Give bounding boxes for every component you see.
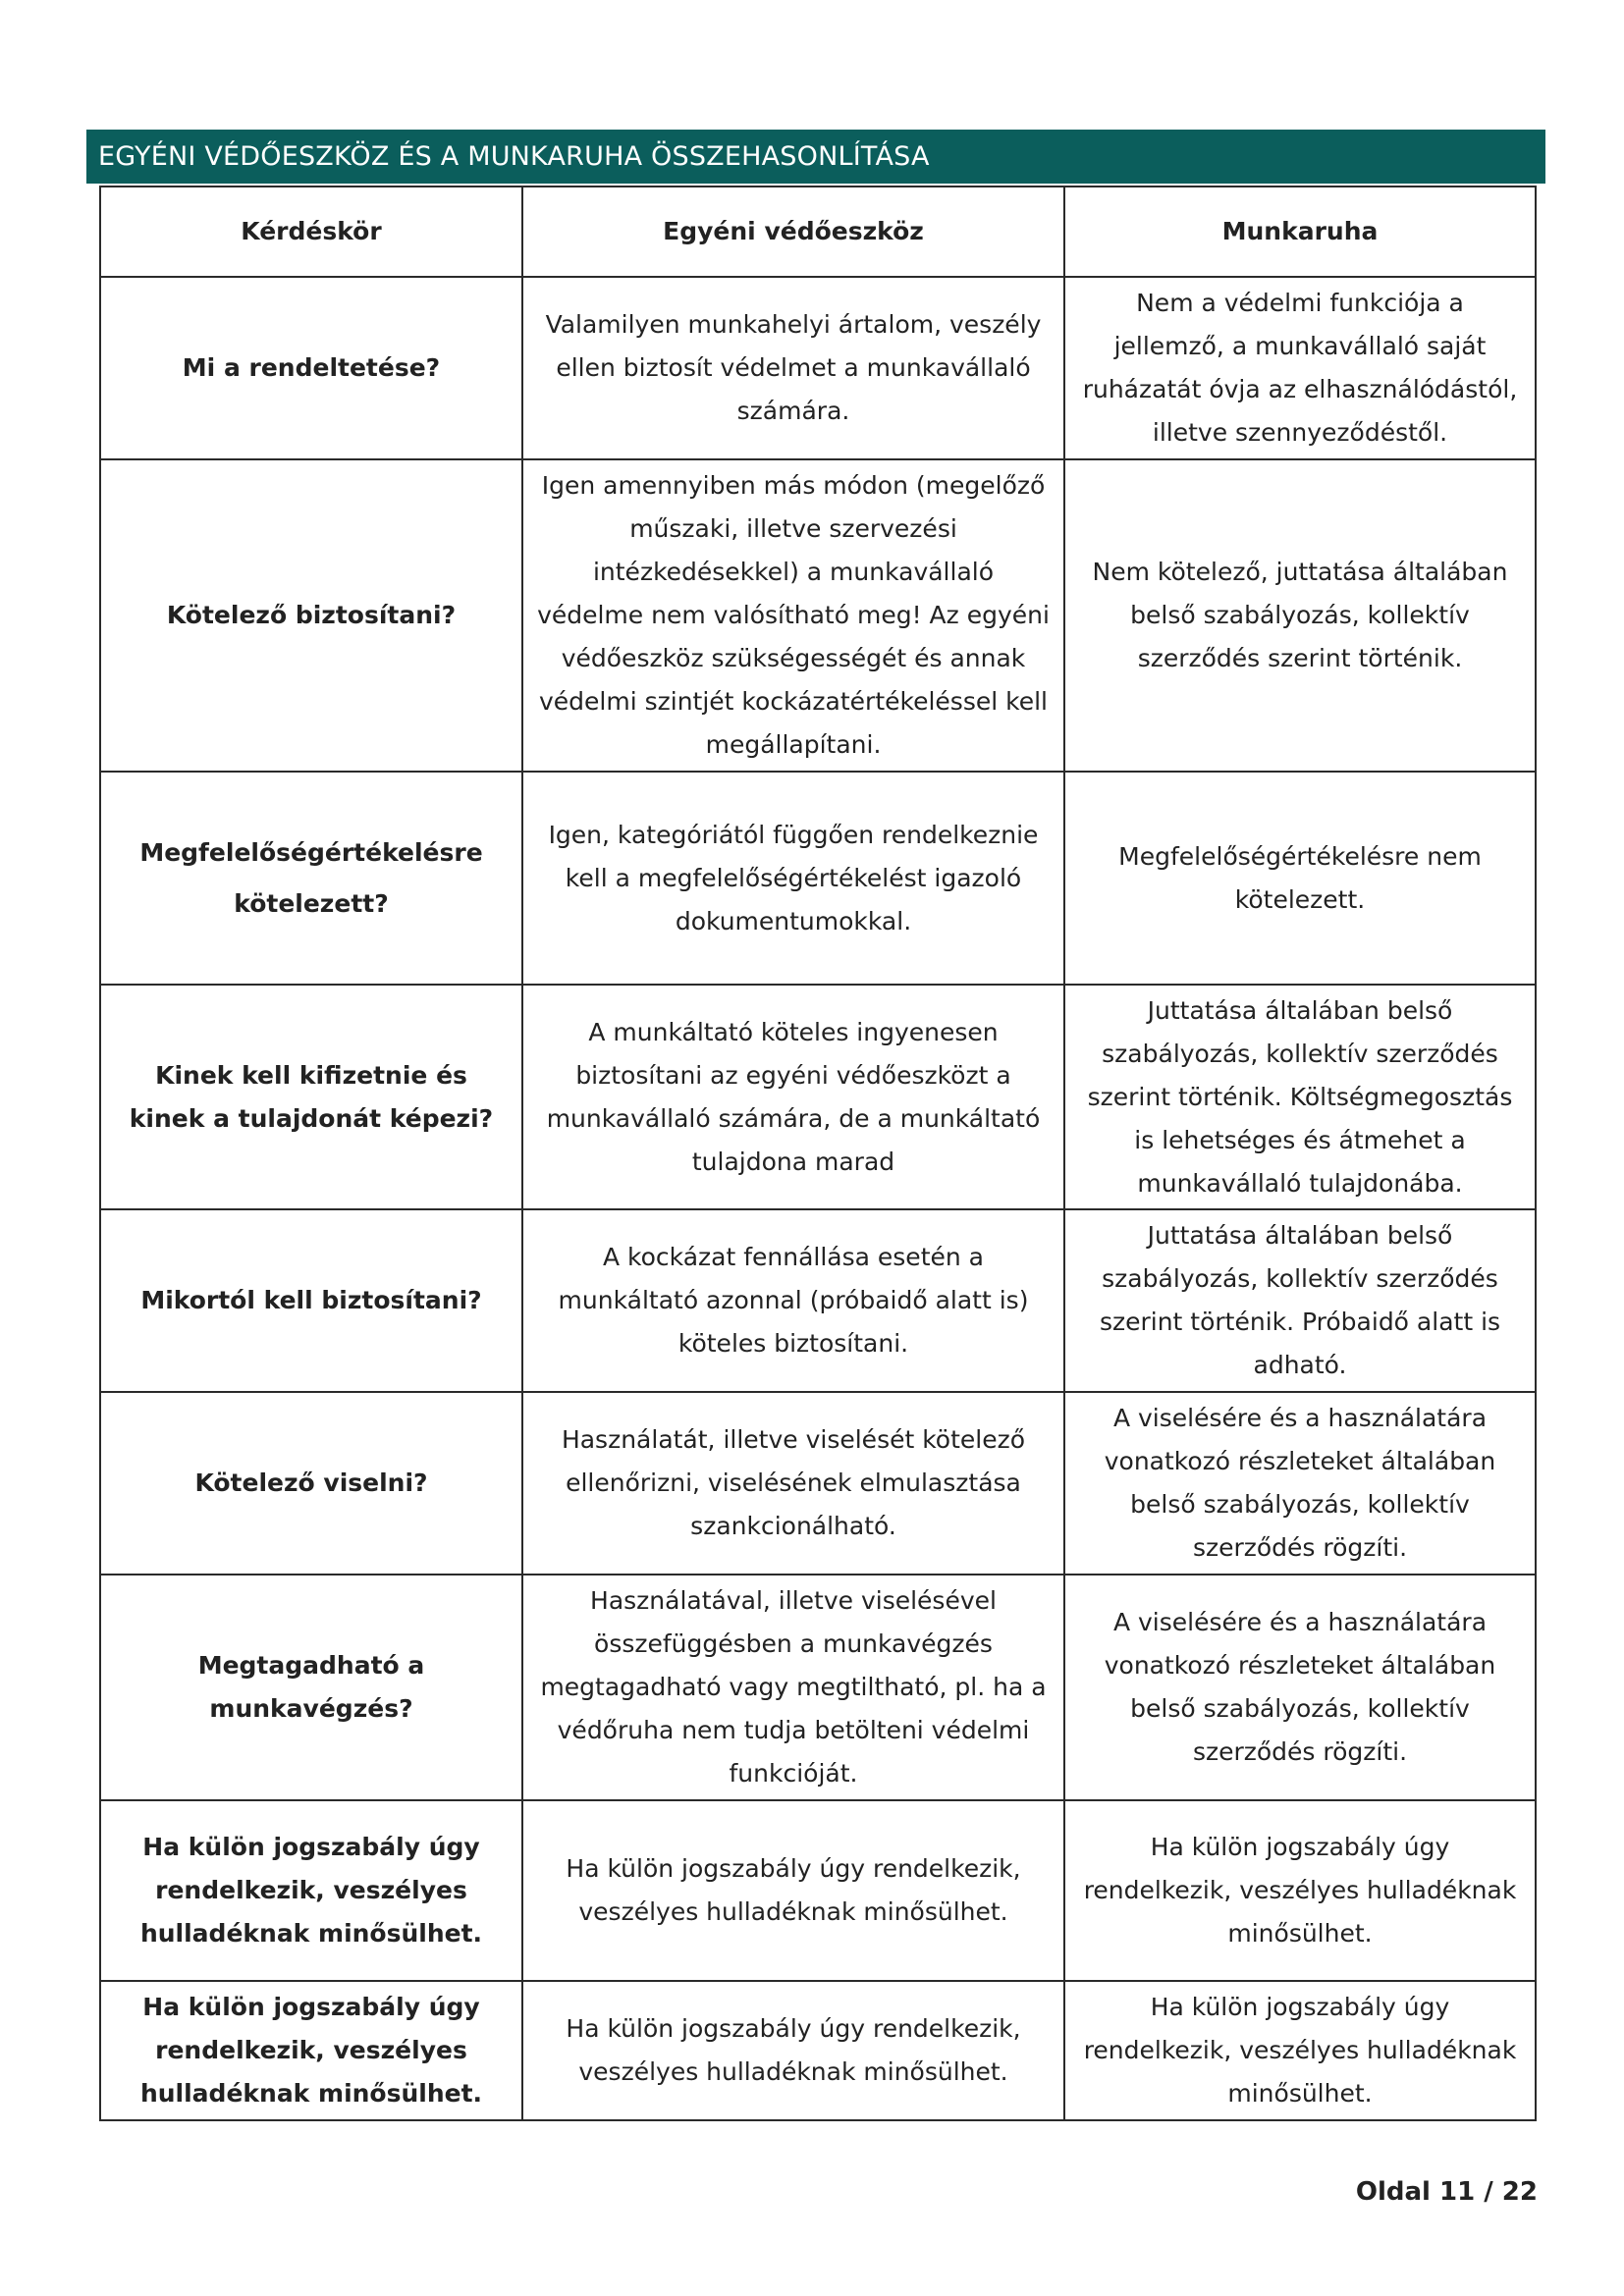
row-ppe-answer: Igen, kategóriától függően rendelkeznie kell a megfelelőségértékelést igazoló dokumentumokkal. [522,772,1064,985]
row-question: Kinek kell kifizetnie és kinek a tulajdonát képezi? [100,985,522,1209]
row-ppe-answer: Ha külön jogszabály úgy rendelkezik, veszélyes hulladéknak minősülhet. [522,1981,1064,2120]
table-row [100,1392,1536,1575]
table-row [100,1209,1536,1392]
row-workwear-answer: Megfelelőségértékelésre nem kötelezett. [1064,772,1536,985]
comparison-table [99,186,1537,2121]
table-row [100,772,1536,985]
row-question: Megtagadható a munkavégzés? [100,1575,522,1800]
table-row [100,1981,1536,2120]
row-workwear-answer: Ha külön jogszabály úgy rendelkezik, veszélyes hulladéknak minősülhet. [1064,1800,1536,1981]
row-workwear-answer: Nem kötelező, juttatása általában belső szabályozás, kollektív szerződés szerint történik. [1064,459,1536,772]
row-question: Kötelező biztosítani? [100,459,522,772]
row-ppe-answer: Használatával, illetve viselésével összefüggésben a munkavégzés megtagadható vagy megtiltható, pl. ha a védőruha nem tudja betölteni védelmi funkcióját. [522,1575,1064,1800]
row-ppe-answer: Használatát, illetve viselését kötelező ellenőrizni, viselésének elmulasztása szankcionálható. [522,1392,1064,1575]
row-workwear-answer: A viselésére és a használatára vonatkozó részleteket általában belső szabályozás, kollektív szerződés rögzíti. [1064,1575,1536,1800]
row-ppe-answer: Valamilyen munkahelyi ártalom, veszély ellen biztosít védelmet a munkavállaló számára. [522,277,1064,459]
table-row [100,459,1536,772]
row-question: Megfelelőségértékelésre kötelezett? [100,772,522,985]
row-question: Mikortól kell biztosítani? [100,1209,522,1392]
table-row [100,1575,1536,1800]
row-question: Ha külön jogszabály úgy rendelkezik, veszélyes hulladéknak minősülhet. [100,1981,522,2120]
row-workwear-answer: Ha külön jogszabály úgy rendelkezik, veszélyes hulladéknak minősülhet. [1064,1981,1536,2120]
header-workwear: Munkaruha [1064,187,1536,277]
header-ppe: Egyéni védőeszköz [522,187,1064,277]
row-question: Kötelező viselni? [100,1392,522,1575]
table-header-row [100,187,1536,277]
row-question: Ha külön jogszabály úgy rendelkezik, veszélyes hulladéknak minősülhet. [100,1800,522,1981]
row-workwear-answer: A viselésére és a használatára vonatkozó részleteket általában belső szabályozás, kollektív szerződés rögzíti. [1064,1392,1536,1575]
header-topic: Kérdéskör [100,187,522,277]
row-ppe-answer: Ha külön jogszabály úgy rendelkezik, veszélyes hulladéknak minősülhet. [522,1800,1064,1981]
table-row [100,277,1536,459]
table-row [100,1800,1536,1981]
table-row [100,985,1536,1209]
row-ppe-answer: Igen amennyiben más módon (megelőző műszaki, illetve szervezési intézkedésekkel) a munkavállaló védelme nem valósítható meg! Az egyéni védőeszköz szükségességét és annak védelmi szintjét kockázatértékeléssel kell megállapítani. [522,459,1064,772]
section-title: EGYÉNI VÉDŐESZKÖZ ÉS A MUNKARUHA ÖSSZEHASONLÍTÁSA [86,130,1545,184]
row-workwear-answer: Juttatása általában belső szabályozás, kollektív szerződés szerint történik. Próbaidő alatt is adható. [1064,1209,1536,1392]
row-ppe-answer: A munkáltató köteles ingyenesen biztosítani az egyéni védőeszközt a munkavállaló számára, de a munkáltató tulajdona marad [522,985,1064,1209]
row-workwear-answer: Nem a védelmi funkciója a jellemző, a munkavállaló saját ruházatát óvja az elhasználódástól, illetve szennyeződéstől. [1064,277,1536,459]
page-number: Oldal 11 / 22 [1355,2177,1538,2207]
row-workwear-answer: Juttatása általában belső szabályozás, kollektív szerződés szerint történik. Költségmegosztás is lehetséges és átmehet a munkavállaló tulajdonába. [1064,985,1536,1209]
row-ppe-answer: A kockázat fennállása esetén a munkáltató azonnal (próbaidő alatt is) köteles biztosítani. [522,1209,1064,1392]
row-question: Mi a rendeltetése? [100,277,522,459]
